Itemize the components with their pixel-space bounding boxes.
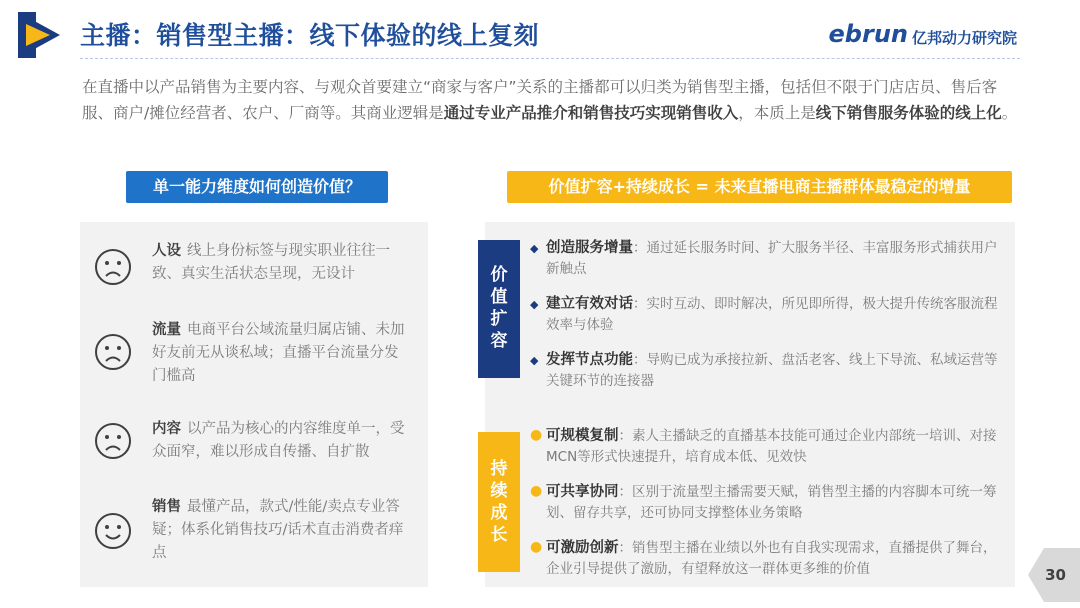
right-section-heading: 价值扩容+持续成长 = 未来直播电商主播群体最稳定的增量 bbox=[507, 171, 1012, 203]
left-item-text: 线上身份标签与现实职业往往一致、真实生活状态呈现，无设计 bbox=[152, 243, 390, 282]
tab-char: 扩 bbox=[490, 309, 508, 329]
brand-name-cn: 亿邦动力研究院 bbox=[912, 29, 1018, 47]
growth-item bbox=[530, 426, 1002, 468]
smile-face-icon bbox=[94, 512, 132, 550]
tab-char: 持 bbox=[490, 459, 508, 479]
value-item-text: ：通过延长服务时间、扩大服务半径、丰富服务形式捕获用户新触点 bbox=[546, 240, 998, 277]
left-section-heading: 单一能力维度如何创造价值？ bbox=[126, 171, 388, 203]
growth-item-keyword: 可激励创新 bbox=[546, 540, 619, 556]
growth-item bbox=[530, 482, 1002, 524]
growth-item-text: ：销售型主播在业绩以外也有自我实现需求，直播提供了舞台，企业引导提供了激励，有望释放这一群体更多维的价值 bbox=[546, 540, 997, 577]
growth-item-text: ：素人主播缺乏的直播基本技能可通过企业内部统一培训、对接MCN等形式快速提升，培育成本低、见效快 bbox=[546, 428, 997, 465]
sad-face-icon bbox=[94, 248, 132, 286]
play-logo-icon bbox=[14, 10, 64, 60]
growth-item-text: ：区别于流量型主播需要天赋，销售型主播的内容脚本可统一筹划、留存共享，还可协同支撑整体业务策略 bbox=[546, 484, 997, 521]
value-item-keyword: 创造服务增量 bbox=[546, 240, 633, 256]
intro-paragraph bbox=[82, 74, 1022, 126]
left-item-keyword: 销售 bbox=[152, 499, 181, 515]
intro-text-1: 在直播中以产品销售为主要内容、与观众首要建立“商家与客户”关系的主播都可以归类为销售型主播，包括但不限于门店店员、售后客服、商户/摊位经营者、农户、厂商等。其商业逻辑是 bbox=[82, 78, 998, 122]
left-panel bbox=[80, 222, 428, 587]
growth-item-keyword: 可共享协同 bbox=[546, 484, 619, 500]
growth-item-keyword: 可规模复制 bbox=[546, 428, 619, 444]
brand-logo: ebrun bbox=[828, 20, 908, 48]
value-item bbox=[530, 294, 1002, 336]
intro-text-3: 。 bbox=[1001, 104, 1018, 122]
intro-text-2: ，本质上是 bbox=[738, 104, 816, 122]
dot-bullet-icon: ● bbox=[530, 483, 543, 499]
value-item-keyword: 建立有效对话 bbox=[546, 296, 633, 312]
diamond-bullet-icon: ◆ bbox=[530, 354, 539, 367]
tab-char: 价 bbox=[490, 265, 508, 285]
tab-char: 成 bbox=[490, 503, 508, 523]
page-title: 主播：销售型主播：线下体验的线上复刻 bbox=[80, 21, 540, 50]
title-divider bbox=[80, 58, 1020, 59]
left-item-text: 最懂产品，款式/性能/卖点专业答疑；体系化销售技巧/话术直击消费者痒点 bbox=[152, 499, 404, 561]
tab-char: 值 bbox=[490, 287, 508, 307]
diamond-bullet-icon: ◆ bbox=[530, 298, 539, 311]
value-item-text: ：导购已成为承接拉新、盘活老客、线上下导流、私域运营等关键环节的连接器 bbox=[546, 352, 998, 389]
growth-item bbox=[530, 538, 1002, 580]
value-item-keyword: 发挥节点功能 bbox=[546, 352, 633, 368]
diamond-bullet-icon: ◆ bbox=[530, 242, 539, 255]
value-item bbox=[530, 350, 1002, 392]
left-item-keyword: 人设 bbox=[152, 243, 181, 259]
sad-face-icon bbox=[94, 422, 132, 460]
value-expansion-tab bbox=[478, 240, 520, 378]
sad-face-icon bbox=[94, 333, 132, 371]
left-item-keyword: 内容 bbox=[152, 421, 181, 437]
tab-char: 容 bbox=[490, 331, 508, 351]
left-item-text: 以产品为核心的内容维度单一，受众面窄，难以形成自传播、自扩散 bbox=[152, 421, 405, 460]
tab-char: 长 bbox=[490, 525, 508, 545]
tab-char: 续 bbox=[490, 481, 508, 501]
intro-bold-2: 线下销售服务体验的线上化 bbox=[815, 104, 1002, 122]
left-item-text: 电商平台公域流量归属店铺、未加好友前无从谈私域；直播平台流量分发门槛高 bbox=[152, 322, 405, 384]
sustained-growth-tab bbox=[478, 432, 520, 572]
dot-bullet-icon: ● bbox=[530, 539, 543, 555]
left-item-keyword: 流量 bbox=[152, 322, 181, 338]
dot-bullet-icon: ● bbox=[530, 427, 543, 443]
value-item-text: ：实时互动、即时解决，所见即所得，极大提升传统客服流程效率与体验 bbox=[546, 296, 998, 333]
page-number: 30 bbox=[1045, 566, 1066, 584]
value-item bbox=[530, 238, 1002, 280]
intro-bold-1: 通过专业产品推介和销售技巧实现销售收入 bbox=[443, 104, 739, 122]
